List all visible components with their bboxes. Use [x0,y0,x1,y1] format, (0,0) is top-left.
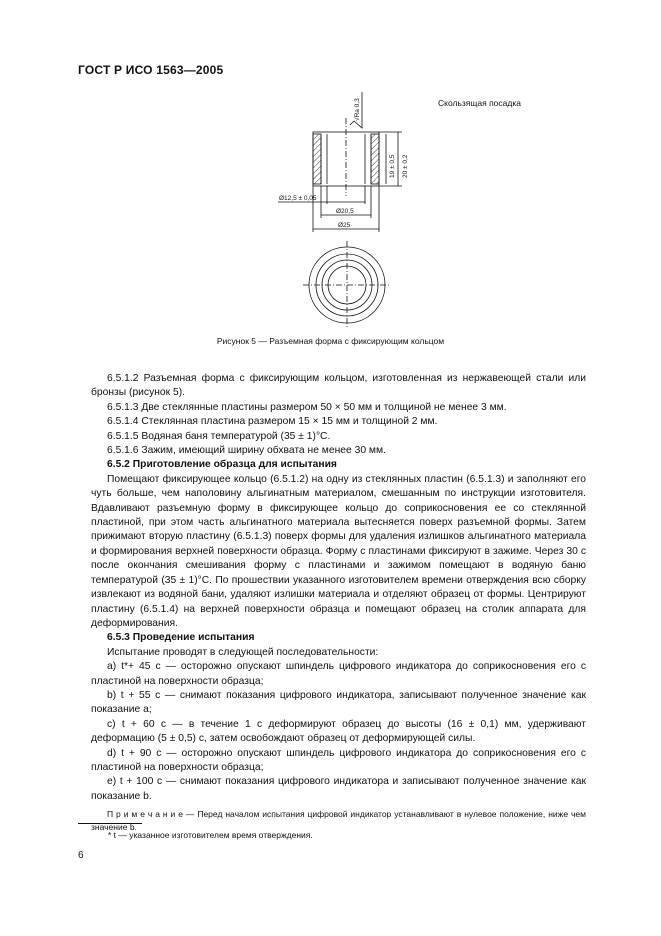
left-ring-section [313,134,321,184]
heading-6-5-2: 6.5.2 Приготовление образца для испытания [107,459,337,471]
step-a: a) t*+ 45 с — осторожно опускают шпиндель цифрового индикатора до соприкосновения его с пластиной на поверхности образца; [91,661,586,687]
right-ring-section [371,134,379,184]
figure-fit-label: Скользящая посадка [438,98,521,108]
paragraph-sample-preparation: Помещают фиксирующее кольцо (6.5.1.2) на одну из стеклянных пластин (6.5.1.3) и заполняют его чуть больше, чем наполовину альгинатным материалом, смешанным по инструкции изготовителя. Вдавливают разъемную форму в фиксирующее кольцо до соприкосновения ее со стеклянной пластиной, при этом часть альгинатного материала вытесняется поверх разъемной формы. Затем прижимают вторую пластину (6.5.1.3) поверх формы для удаления излишков альгинатного материала и формирования верхней поверхности образца. Форму с пластинами фиксируют в зажиме. Через 30 с после окончания смешивания форму с пластинами и зажимом помещают в водяную баню температурой (35 ± 1)°С. По прошествии указанного изготовителем времени отверждения всю сборку извлекают из водяной бани, удаляют излишки материала и отделяют образец от формы. Центрируют пластину (6.5.1.4) на верхней поверхности образца и помещают образец на столик аппарата для деформирования. [91,473,586,629]
paragraph-6-5-1-2: 6.5.1.2 Разъемная форма с фиксирующим кольцом, изготовленная из нержавеющей стали или бронзы (рисунок 5). [91,373,586,399]
figure-caption: Рисунок 5 — Разъемная форма с фиксирующим кольцом [216,336,445,346]
step-e: e) t + 100 с — снимают показания цифрового индикатора и записывают полученное значение как показание b. [91,776,586,802]
dim-outer-label: Ø25 [338,222,351,229]
heading-6-5-3: 6.5.3 Проведение испытания [107,632,255,644]
step-b: b) t + 55 с — снимают показания цифрового индикатора, записывают полученное значение как показание a; [91,689,586,716]
footnote: * t — указанное изготовителем время отверждения. [108,830,313,840]
dim-mid-label: Ø20,5 [336,208,354,215]
page-number: 6 [78,850,84,861]
body-text [91,372,586,834]
paragraph-6-5-1-4: 6.5.1.4 Стеклянная пластина размером 15 × 15 мм и толщиной 2 мм. [107,416,438,428]
dim-height1-label: 19 ± 0,5 [389,154,396,178]
roughness-label: √Ra 0,3 [354,98,361,121]
dim-inner-label: Ø12,5 ± 0,05 [279,195,317,202]
paragraph-6-5-1-3: 6.5.1.3 Две стеклянные пластины размером 50 × 50 мм и толщиной не менее 3 мм. [107,401,507,413]
note: П р и м е ч а н и е — Перед началом испытания цифровой индикатор устанавливают в нулевое положение, ниже чем значение b. [91,809,586,833]
dimension-texts [279,98,409,229]
step-c: c) t + 60 с — в течение 1 с деформируют образец до высоты (16 ± 0,1) мм, удерживают деформацию (5 ± 0,5) с, затем освобождают образец от деформирующей силы. [91,718,586,745]
paragraph-6-5-1-5: 6.5.1.5 Водяная баня температурой (35 ± 1)°С. [107,430,331,442]
paragraph-sequence-intro: Испытание проводят в следующей последовательности: [107,646,379,658]
figure-split-mold-drawing [0,0,661,340]
dim-height2-label: 20 ± 0,2 [402,154,409,178]
top-view [303,241,391,329]
document-header: ГОСТ Р ИСО 1563—2005 [78,63,224,77]
paragraph-6-5-1-6: 6.5.1.6 Зажим, имеющий ширину обхвата не менее 30 мм. [107,445,386,457]
footnote-divider [78,823,142,824]
step-d: d) t + 90 с — осторожно опускают шпиндель цифрового индикатора до соприкосновения его с пластиной на поверхности образца; [91,747,586,773]
